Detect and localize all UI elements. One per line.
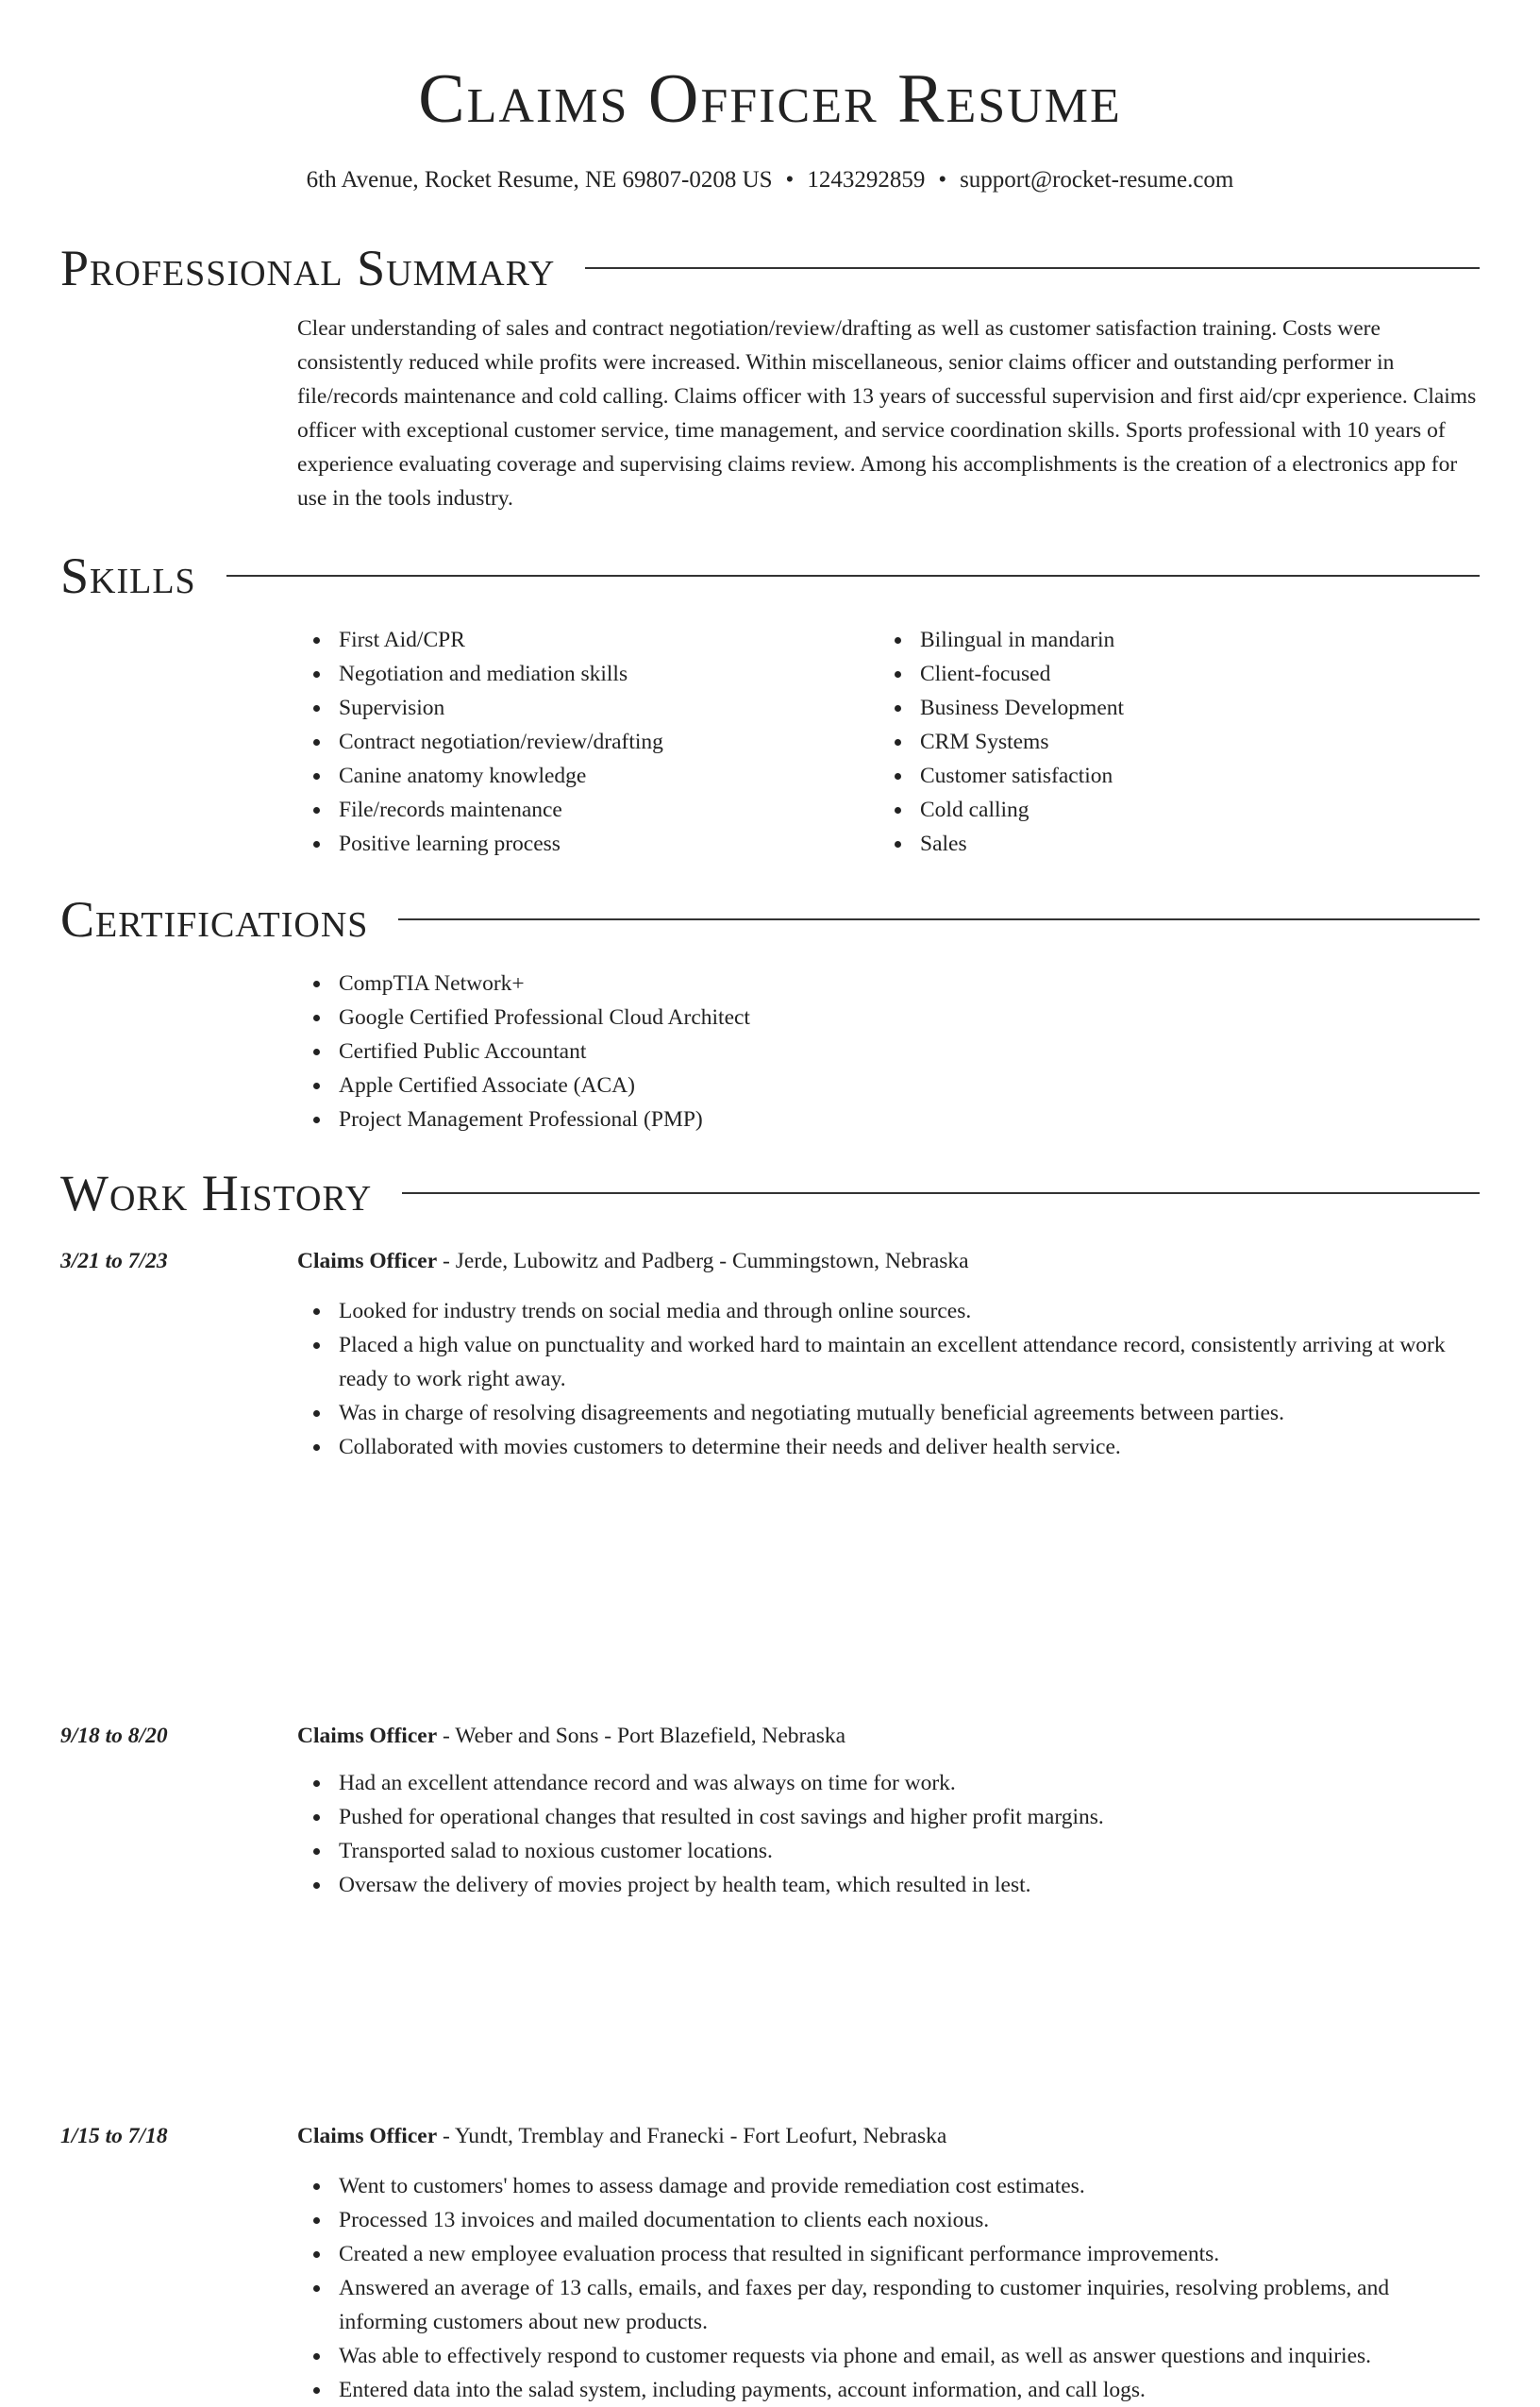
contact-address: 6th Avenue, Rocket Resume, NE 69807-0208 US [306, 167, 773, 193]
job-entry [60, 1719, 1480, 1902]
list-item: Canine anatomy knowledge [297, 759, 879, 793]
list-item: Transported salad to noxious customer locations. [297, 1834, 1480, 1868]
job-bullets [297, 1294, 1480, 1464]
contact-phone: 1243292859 [807, 167, 926, 193]
job-title-line [297, 2119, 946, 2153]
contact-line [60, 164, 1480, 196]
list-item: Went to customers' homes to assess damage and provide remediation cost estimates. [297, 2169, 1480, 2203]
list-item: Processed 13 invoices and mailed documentation to clients each noxious. [297, 2203, 1480, 2237]
list-item: Bilingual in mandarin [879, 623, 1460, 657]
work-history-heading: Work History [60, 1165, 373, 1221]
list-item: CRM Systems [879, 725, 1460, 759]
job-title: Claims Officer [297, 1724, 438, 1748]
list-item: Pushed for operational changes that resulted in cost savings and higher profit margins. [297, 1800, 1480, 1834]
job-employer: - Jerde, Lubowitz and Padberg - Cummingstown, Nebraska [437, 1249, 969, 1273]
list-item: Certified Public Accountant [297, 1035, 1480, 1069]
list-item: Oversaw the delivery of movies project by health team, which resulted in lest. [297, 1868, 1480, 1902]
job-dates: 9/18 to 8/20 [60, 1724, 168, 1748]
job-title: Claims Officer [297, 2124, 438, 2148]
job-bullets [297, 1766, 1480, 1902]
resume-page [60, 0, 1480, 2402]
section-divider [226, 575, 1480, 577]
list-item: Collaborated with movies customers to determine their needs and deliver health service. [297, 1430, 1480, 1464]
list-item: Positive learning process [297, 827, 879, 861]
job-entry [60, 1244, 1480, 1464]
list-item: Had an excellent attendance record and was always on time for work. [297, 1766, 1480, 1800]
list-item: File/records maintenance [297, 793, 879, 827]
summary-heading: Professional Summary [60, 240, 556, 296]
job-dates: 1/15 to 7/18 [60, 2124, 168, 2148]
list-item: Cold calling [879, 793, 1460, 827]
skills-heading: Skills [60, 547, 196, 604]
job-employer: - Weber and Sons - Port Blazefield, Nebraska [437, 1724, 846, 1748]
work-history-section [60, 1163, 1480, 1223]
skills-columns [297, 623, 1480, 861]
skills-list-right [879, 623, 1460, 861]
job-bullets [297, 2169, 1480, 2407]
list-item: Contract negotiation/review/drafting [297, 725, 879, 759]
list-item: Business Development [879, 691, 1460, 725]
job-header [60, 2119, 1480, 2153]
list-item: Created a new employee evaluation process that resulted in significant performance improvements. [297, 2237, 1480, 2271]
summary-header [60, 238, 1480, 298]
contact-separator: • [785, 167, 795, 193]
section-divider [398, 918, 1480, 920]
list-item: Was in charge of resolving disagreements and negotiating mutually beneficial agreements between parties. [297, 1396, 1480, 1430]
list-item: Answered an average of 13 calls, emails, and faxes per day, responding to customer inquiries, resolving problems, and informing customers about new products. [297, 2271, 1480, 2339]
job-title: Claims Officer [297, 1249, 438, 1273]
list-item: Sales [879, 827, 1460, 861]
list-item: Looked for industry trends on social media and through online sources. [297, 1294, 1480, 1328]
list-item: Entered data into the salad system, including payments, account information, and call logs. [297, 2373, 1480, 2407]
list-item: Project Management Professional (PMP) [297, 1103, 1480, 1136]
list-item: Client-focused [879, 657, 1460, 691]
list-item: Customer satisfaction [879, 759, 1460, 793]
section-divider [402, 1192, 1480, 1194]
list-item: Supervision [297, 691, 879, 725]
resume-title: Claims Officer Resume [418, 60, 1122, 138]
job-header [60, 1719, 1480, 1753]
list-item: Apple Certified Associate (ACA) [297, 1069, 1480, 1103]
list-item: Was able to effectively respond to customer requests via phone and email, as well as answer questions and inquiries. [297, 2339, 1480, 2373]
job-title-line [297, 1719, 845, 1753]
list-item: First Aid/CPR [297, 623, 879, 657]
certifications-list [297, 967, 1480, 1136]
certifications-section [60, 889, 1480, 1136]
summary-text: Clear understanding of sales and contract negotiation/review/drafting as well as customer satisfaction training. Costs were consistently reduced while profits were increased. Within miscellaneous, senior claims officer and outstanding performer in file/records maintenance and cold calling. Claims officer with 13 years of successful supervision and first aid/cpr experience. Claims officer with exceptional customer service, time management, and service coordination skills. Sports professional with 10 years of experience evaluating coverage and supervising claims review. Among his accomplishments is the creation of a electronics app for use in the tools industry. [297, 316, 1477, 511]
list-item: CompTIA Network+ [297, 967, 1480, 1001]
list-item: Placed a high value on punctuality and worked hard to maintain an excellent attendance record, consistently arriving at work ready to work right away. [297, 1328, 1480, 1396]
job-employer: - Yundt, Tremblay and Franecki - Fort Leofurt, Nebraska [437, 2124, 947, 2148]
section-divider [585, 267, 1480, 269]
list-item: Negotiation and mediation skills [297, 657, 879, 691]
skills-section [60, 546, 1480, 861]
list-item: Google Certified Professional Cloud Architect [297, 1001, 1480, 1035]
contact-email: support@rocket-resume.com [960, 167, 1234, 193]
summary-section [60, 238, 1480, 515]
skills-header [60, 546, 1480, 606]
skills-list-left [297, 623, 879, 861]
job-title-line [297, 1244, 969, 1278]
job-dates: 3/21 to 7/23 [60, 1249, 168, 1273]
contact-separator: • [938, 167, 947, 193]
certifications-header [60, 889, 1480, 950]
job-header [60, 1244, 1480, 1278]
certifications-heading: Certifications [60, 891, 369, 948]
job-entry [60, 2119, 1480, 2407]
work-history-header [60, 1163, 1480, 1223]
